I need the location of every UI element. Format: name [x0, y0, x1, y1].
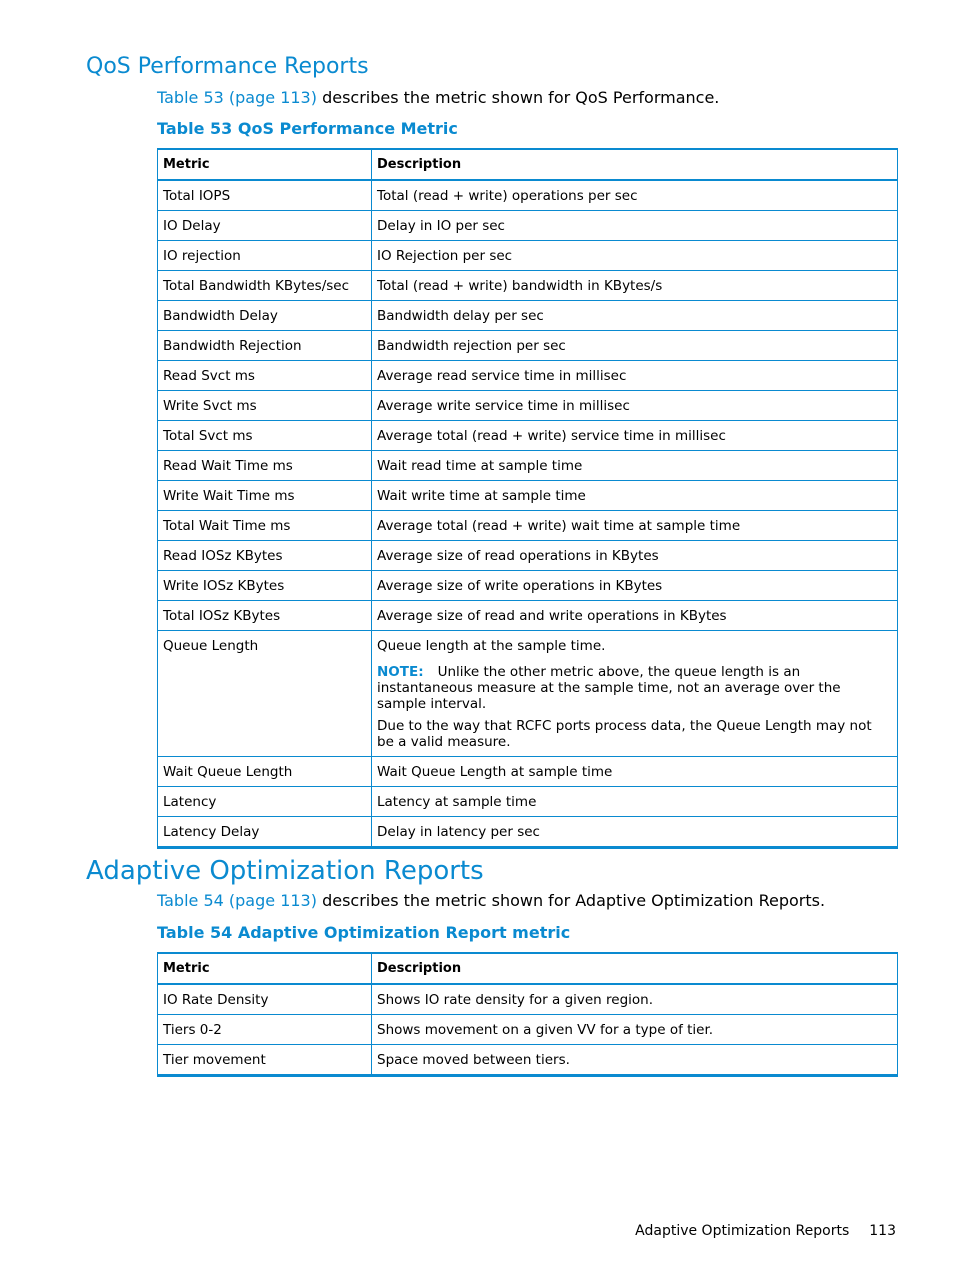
metric-cell: Read Svct ms	[158, 361, 372, 391]
metric-cell: Write IOSz KBytes	[158, 571, 372, 601]
metric-cell: Queue Length	[158, 631, 372, 757]
table-53-caption: Table 53 QoS Performance Metric	[157, 119, 458, 138]
ao-metric-table	[157, 952, 898, 1077]
description-column-header: Description	[372, 149, 898, 180]
description-cell: Total (read + write) bandwidth in KBytes/s	[372, 271, 898, 301]
ao-section-title: Adaptive Optimization Reports	[86, 856, 484, 886]
metric-cell: Total Bandwidth KBytes/sec	[158, 271, 372, 301]
metric-column-header: Metric	[158, 149, 372, 180]
ao-intro	[157, 891, 825, 910]
description-cell: Delay in latency per sec	[372, 817, 898, 848]
ao-table-body	[158, 984, 898, 1076]
metric-cell: Total IOPS	[158, 180, 372, 211]
metric-cell: Total IOSz KBytes	[158, 601, 372, 631]
metric-cell: IO Delay	[158, 211, 372, 241]
table-row	[158, 421, 898, 451]
table-row	[158, 541, 898, 571]
description-cell: Total (read + write) operations per sec	[372, 180, 898, 211]
description-cell: Average total (read + write) wait time at sample time	[372, 511, 898, 541]
note-block	[377, 664, 892, 712]
table-row	[158, 984, 898, 1015]
metric-cell: Total Svct ms	[158, 421, 372, 451]
description-cell: Average total (read + write) service time in millisec	[372, 421, 898, 451]
metric-cell: Tier movement	[158, 1045, 372, 1076]
table-row	[158, 757, 898, 787]
note-text-2: Due to the way that RCFC ports process data, the Queue Length may not be a valid measure.	[377, 718, 872, 750]
description-cell: Average size of read and write operations in KBytes	[372, 601, 898, 631]
qos-metric-table	[157, 148, 898, 849]
description-cell: Latency at sample time	[372, 787, 898, 817]
table-row	[158, 511, 898, 541]
description-cell: Space moved between tiers.	[372, 1045, 898, 1076]
table-53-link[interactable]: Table 53 (page 113)	[157, 88, 317, 107]
description-cell	[372, 631, 898, 757]
metric-cell: Read Wait Time ms	[158, 451, 372, 481]
metric-cell: Read IOSz KBytes	[158, 541, 372, 571]
description-cell: Average size of read operations in KBytes	[372, 541, 898, 571]
table-row	[158, 361, 898, 391]
description-cell: Shows movement on a given VV for a type of tier.	[372, 1015, 898, 1045]
note-text: Unlike the other metric above, the queue length is an instantaneous measure at the sample time, not an average over the sample interval.	[377, 664, 841, 712]
table-row	[158, 331, 898, 361]
description-cell: Average read service time in millisec	[372, 361, 898, 391]
description-cell: Wait Queue Length at sample time	[372, 757, 898, 787]
qos-section-title: QoS Performance Reports	[86, 54, 369, 79]
table-row	[158, 271, 898, 301]
qos-table-body	[158, 180, 898, 848]
table-row	[158, 180, 898, 211]
table-header-row	[158, 953, 898, 984]
table-row-queue-length	[158, 631, 898, 757]
table-row	[158, 301, 898, 331]
qos-intro	[157, 88, 719, 107]
description-cell: Shows IO rate density for a given region.	[372, 984, 898, 1015]
table-row	[158, 1015, 898, 1045]
metric-cell: IO rejection	[158, 241, 372, 271]
table-row	[158, 211, 898, 241]
table-row	[158, 481, 898, 511]
description-cell: Wait write time at sample time	[372, 481, 898, 511]
metric-cell: Total Wait Time ms	[158, 511, 372, 541]
page-footer	[635, 1223, 896, 1239]
metric-cell: Tiers 0-2	[158, 1015, 372, 1045]
ao-intro-text: describes the metric shown for Adaptive Optimization Reports.	[316, 891, 826, 910]
description-cell: Bandwidth rejection per sec	[372, 331, 898, 361]
description-cell: Wait read time at sample time	[372, 451, 898, 481]
metric-cell: Latency	[158, 787, 372, 817]
metric-cell: Write Svct ms	[158, 391, 372, 421]
table-54-caption: Table 54 Adaptive Optimization Report metric	[157, 923, 571, 942]
metric-cell: Latency Delay	[158, 817, 372, 848]
table-row	[158, 1045, 898, 1076]
description-cell: IO Rejection per sec	[372, 241, 898, 271]
description-cell: Delay in IO per sec	[372, 211, 898, 241]
table-row	[158, 817, 898, 848]
metric-column-header: Metric	[158, 953, 372, 984]
description-cell: Average size of write operations in KBytes	[372, 571, 898, 601]
description-cell: Average write service time in millisec	[372, 391, 898, 421]
queue-description: Queue length at the sample time.	[377, 638, 606, 654]
description-cell: Bandwidth delay per sec	[372, 301, 898, 331]
table-row	[158, 391, 898, 421]
table-row	[158, 601, 898, 631]
metric-cell: Bandwidth Delay	[158, 301, 372, 331]
table-row	[158, 571, 898, 601]
description-column-header: Description	[372, 953, 898, 984]
footer-section-title: Adaptive Optimization Reports	[635, 1223, 850, 1239]
note-label: NOTE:	[377, 664, 424, 680]
metric-cell: Write Wait Time ms	[158, 481, 372, 511]
metric-cell: Wait Queue Length	[158, 757, 372, 787]
table-header-row	[158, 149, 898, 180]
table-row	[158, 241, 898, 271]
table-row	[158, 787, 898, 817]
qos-intro-text: describes the metric shown for QoS Performance.	[316, 88, 720, 107]
table-row	[158, 451, 898, 481]
metric-cell: Bandwidth Rejection	[158, 331, 372, 361]
metric-cell: IO Rate Density	[158, 984, 372, 1015]
page-number: 113	[869, 1223, 896, 1239]
table-54-link[interactable]: Table 54 (page 113)	[157, 891, 317, 910]
